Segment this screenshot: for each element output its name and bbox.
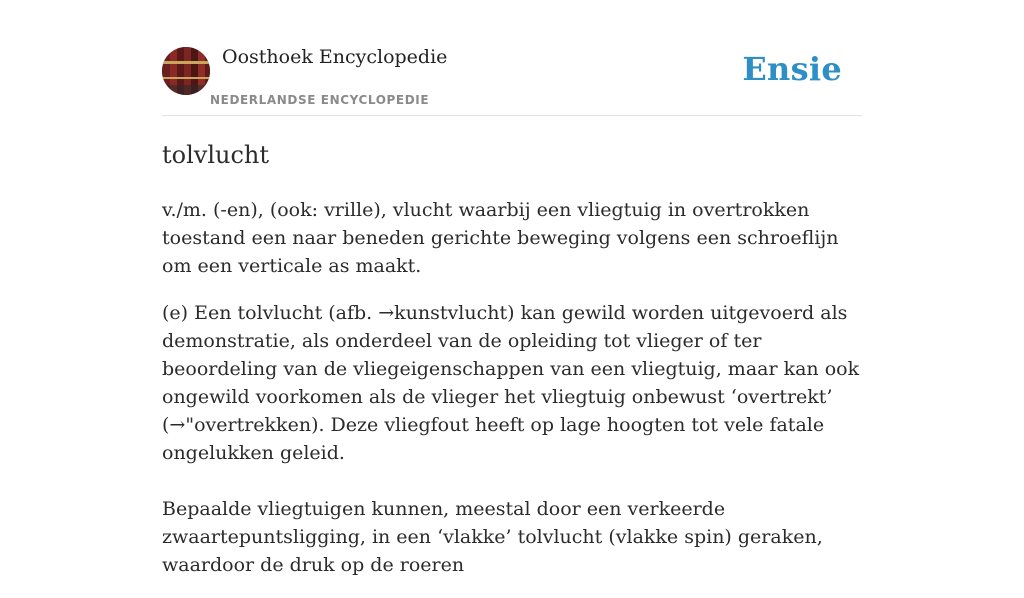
encyclopedia-books-avatar-icon[interactable] — [162, 47, 210, 95]
explanation-text-1: (e) Een tolvlucht (afb. — [162, 302, 379, 324]
link-overtrekken[interactable]: →"overtrekken — [169, 414, 312, 436]
site-header — [162, 40, 862, 116]
explanation-paragraph — [162, 299, 872, 467]
article — [162, 138, 872, 598]
brand-logo[interactable]: Ensie — [742, 50, 842, 88]
flat-spin-paragraph: Bepaalde vliegtuigen kunnen, meestal door een verkeerde zwaartepuntsligging, in een ‘vlakke’ tolvlucht (vlakke spin) geraken, waardoor de druk op de roeren — [162, 498, 823, 576]
explanation-text-2: ) kan gewild worden uitgevoerd als demonstratie, als onderdeel van de opleiding tot vlieger of ter beoordeling van de vliegeigenschappen van een vliegtuig, maar kan ook ongewild voorkomen als de vlieger het vliegtuig onbewust ‘overtrekt’ ( — [162, 302, 860, 436]
explanation-text-3: ). Deze vliegfout heeft op lage hoogten tot vele fatale ongelukken geleid. — [162, 414, 825, 464]
site-subtitle: NEDERLANDSE ENCYCLOPEDIE — [210, 93, 430, 107]
article-title: tolvlucht — [162, 141, 270, 169]
paragraph-gap — [162, 486, 872, 495]
site-title[interactable]: Oosthoek Encyclopedie — [222, 46, 448, 68]
definition-paragraph: v./m. (-en), (ook: vrille), vlucht waarbij een vliegtuig in overtrokken toestand een naar beneden gerichte beweging volgens een schroeflijn om een verticale as maakt. — [162, 199, 839, 277]
link-kunstvlucht[interactable]: →kunstvlucht — [378, 302, 508, 324]
